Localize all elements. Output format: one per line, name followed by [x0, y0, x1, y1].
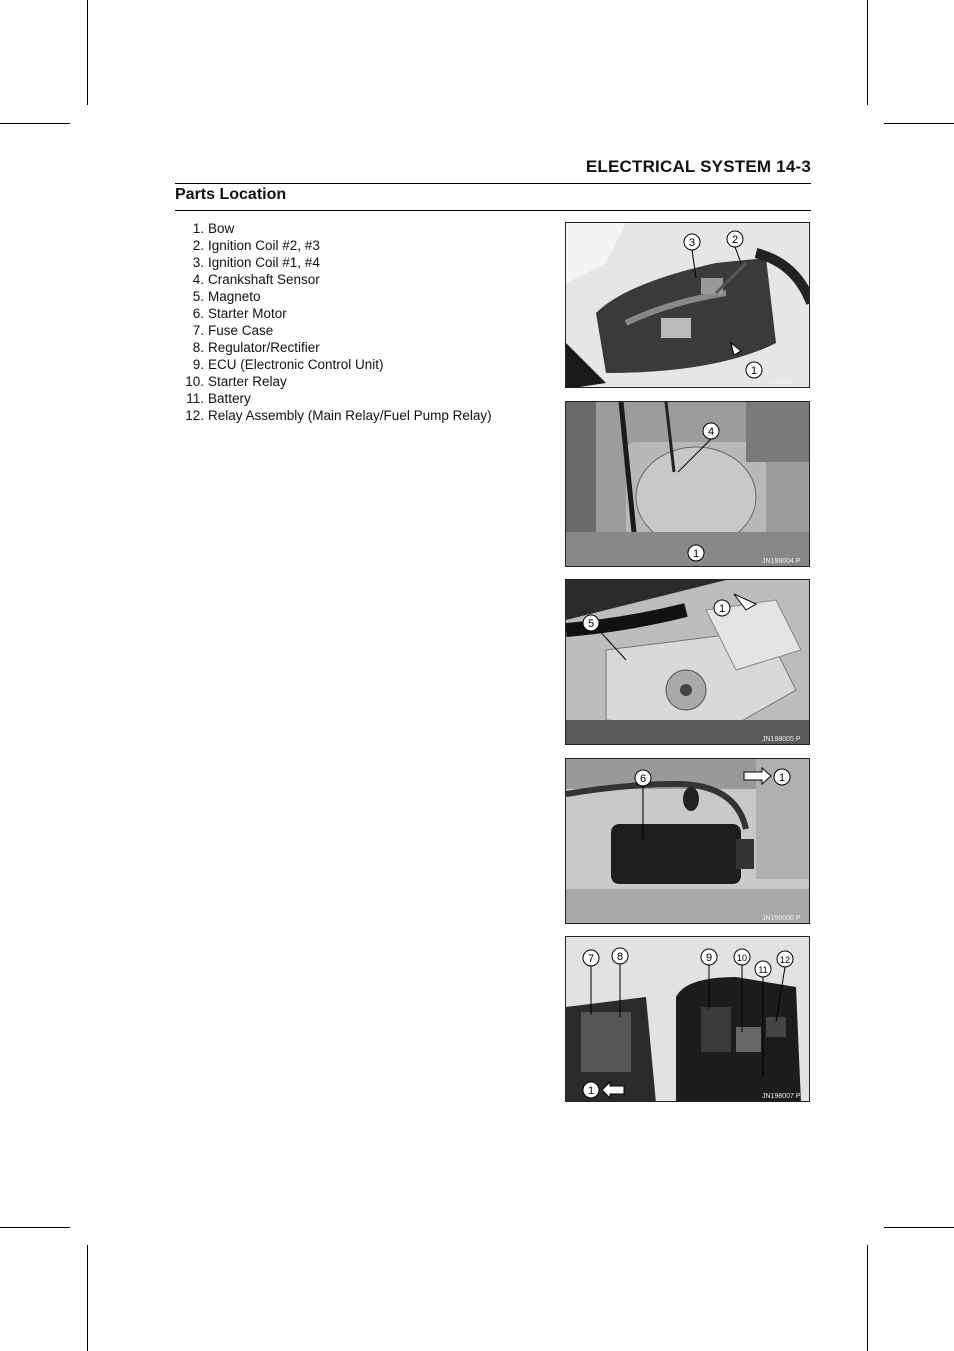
list-item: 8. Regulator/Rectifier — [192, 340, 320, 355]
callout-4 — [703, 423, 719, 439]
page-header-title: ELECTRICAL SYSTEM 14-3 — [585, 157, 811, 176]
section-rule — [175, 210, 811, 211]
svg-text:7: 7 — [587, 953, 595, 965]
callout-5 — [583, 615, 599, 631]
crop-mark — [867, 1245, 868, 1351]
svg-text:1: 1 — [778, 772, 786, 784]
callout-9 — [701, 949, 717, 965]
photo-magneto — [565, 579, 810, 745]
list-item: 10. Starter Relay — [185, 374, 287, 389]
svg-text:10: 10 — [736, 953, 748, 963]
photo-code: JN198007 P — [762, 1093, 801, 1100]
callout-6 — [635, 770, 651, 786]
crop-mark — [87, 1245, 88, 1351]
list-item: 4. Crankshaft Sensor — [192, 272, 320, 287]
crop-mark — [884, 1227, 954, 1228]
list-item: 2. Ignition Coil #2, #3 — [192, 238, 320, 253]
callout-2 — [727, 231, 743, 247]
list-item: 3. Ignition Coil #1, #4 — [192, 255, 320, 270]
callout-11 — [755, 961, 771, 977]
svg-text:8: 8 — [616, 951, 624, 963]
callout-12 — [777, 951, 793, 967]
photo-ignition-coils — [565, 222, 810, 388]
crop-mark — [884, 123, 954, 124]
svg-text:1: 1 — [587, 1085, 595, 1097]
callout-1 — [688, 545, 704, 561]
callout-1 — [583, 1082, 599, 1098]
callout-3 — [684, 234, 700, 250]
photo-electrical-box — [565, 936, 810, 1102]
svg-text:1: 1 — [718, 603, 726, 615]
callout-1 — [714, 600, 730, 616]
list-item: 5. Magneto — [192, 289, 261, 304]
svg-text:2: 2 — [731, 234, 739, 246]
photo-code: JN198003 P — [762, 379, 801, 386]
svg-text:4: 4 — [707, 426, 715, 438]
header-rule — [175, 183, 811, 184]
svg-text:1: 1 — [750, 365, 758, 377]
list-item: 6. Starter Motor — [192, 306, 287, 321]
parts-list — [175, 220, 492, 424]
svg-text:5: 5 — [587, 618, 595, 630]
section-title: Parts Location — [175, 186, 287, 203]
callout-1 — [746, 362, 762, 378]
photo-code: JN198005 P — [762, 736, 801, 743]
list-item: 12. Relay Assembly (Main Relay/Fuel Pump Relay) — [185, 408, 492, 423]
svg-text:1: 1 — [692, 548, 700, 560]
crop-mark — [0, 1227, 70, 1228]
svg-text:6: 6 — [639, 773, 647, 785]
svg-text:11: 11 — [758, 965, 768, 975]
svg-text:3: 3 — [688, 237, 696, 249]
svg-text:9: 9 — [705, 952, 713, 964]
photo-code: JN198004 P — [762, 558, 801, 565]
crop-mark — [867, 0, 868, 105]
list-item: 9. ECU (Electronic Control Unit) — [192, 357, 384, 372]
callout-8 — [612, 948, 628, 964]
list-item: 7. Fuse Case — [192, 323, 274, 338]
callout-7 — [583, 950, 599, 966]
svg-text:12: 12 — [779, 955, 791, 965]
callout-1 — [774, 769, 790, 785]
crop-mark — [0, 123, 70, 124]
crop-mark — [87, 0, 88, 105]
photo-crankshaft-sensor — [565, 401, 810, 567]
list-item: 11. Battery — [186, 391, 251, 406]
list-item: 1. Bow — [192, 221, 235, 236]
photo-code: JN198006 P — [762, 915, 801, 922]
photo-starter-motor — [565, 758, 810, 924]
callout-10 — [734, 949, 750, 965]
